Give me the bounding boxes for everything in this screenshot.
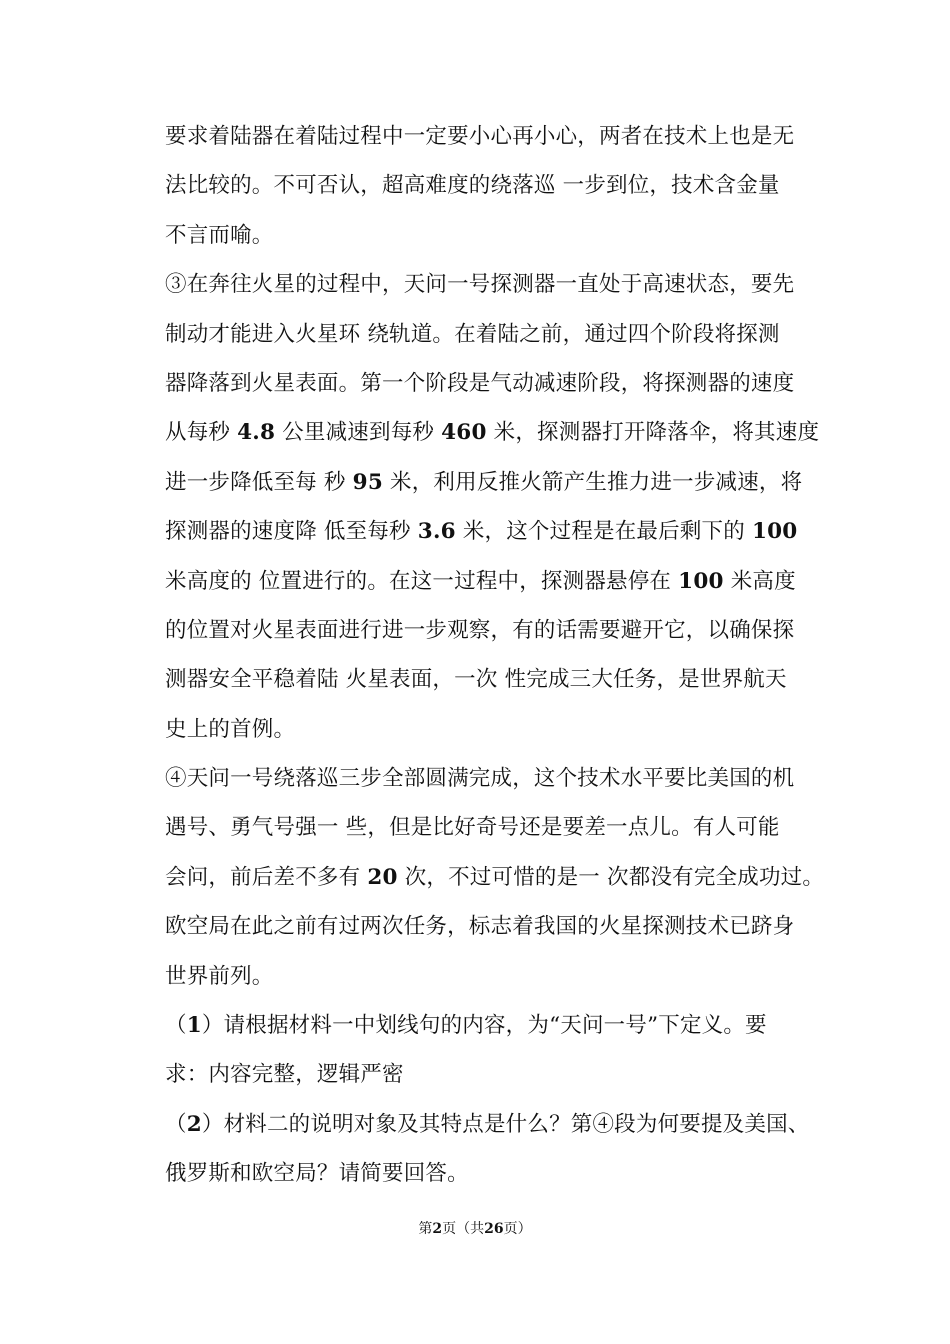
question-line: （1）请根据材料一中划线句的内容，为“天问一号”下定义。要 — [165, 1013, 767, 1039]
text-line: 会问，前后差不多有 20 次，不过可惜的是一 次都没有完全成功过。 — [165, 864, 825, 890]
question-line: 求：内容完整，逻辑严密 — [165, 1062, 404, 1088]
text-line: 制动才能进入火星环 绕轨道。在着陆之前，通过四个阶段将探测 — [165, 321, 780, 347]
text-line: 探测器的速度降 低至每秒 3.6 米，这个过程是在最后剩下的 100 — [165, 519, 798, 545]
text-line: 要求着陆器在着陆过程中一定要小心再小心，两者在技术上也是无 — [165, 124, 795, 149]
text-line: 法比较的。不可否认，超高难度的绕落巡 一步到位，技术含金量 — [165, 173, 780, 199]
text-line: 米高度的 位置进行的。在这一过程中，探测器悬停在 100 米高度 — [165, 568, 796, 594]
question-line: （2）材料二的说明对象及其特点是什么？第④段为何要提及美国、 — [165, 1111, 810, 1137]
question-line: 俄罗斯和欧空局？请简要回答。 — [165, 1161, 469, 1187]
text-line: 欧空局在此之前有过两次任务，标志着我国的火星探测技术已跻身 — [165, 914, 795, 940]
text-line: 的位置对火星表面进行进一步观察，有的话需要避开它，以确保探 — [165, 617, 795, 643]
text-line: 遇号、勇气号强一 些，但是比好奇号还是要差一点儿。有人可能 — [165, 815, 780, 841]
text-line: ④天问一号绕落巡三步全部圆满完成，这个技术水平要比美国的机 — [165, 766, 795, 792]
page-footer — [0, 1219, 950, 1239]
text-line: 器降落到火星表面。第一个阶段是气动减速阶段，将探测器的速度 — [165, 370, 795, 396]
text-line: 不言而喻。 — [165, 222, 274, 248]
text-line: 世界前列。 — [165, 963, 274, 989]
text-line: 从每秒 4.8 公里减速到每秒 460 米，探测器打开降落伞，将其速度 — [165, 420, 820, 446]
document-body — [165, 112, 825, 1199]
page-number: 第2页（共26页） — [418, 1221, 532, 1237]
text-line: 进一步降低至每 秒 95 米，利用反推火箭产生推力进一步减速，将 — [165, 469, 803, 495]
text-line: ③在奔往火星的过程中，天问一号探测器一直处于高速状态，要先 — [165, 272, 795, 298]
text-line: 测器安全平稳着陆 火星表面，一次 性完成三大任务，是世界航天 — [165, 667, 787, 693]
text-line: 史上的首例。 — [165, 716, 296, 742]
